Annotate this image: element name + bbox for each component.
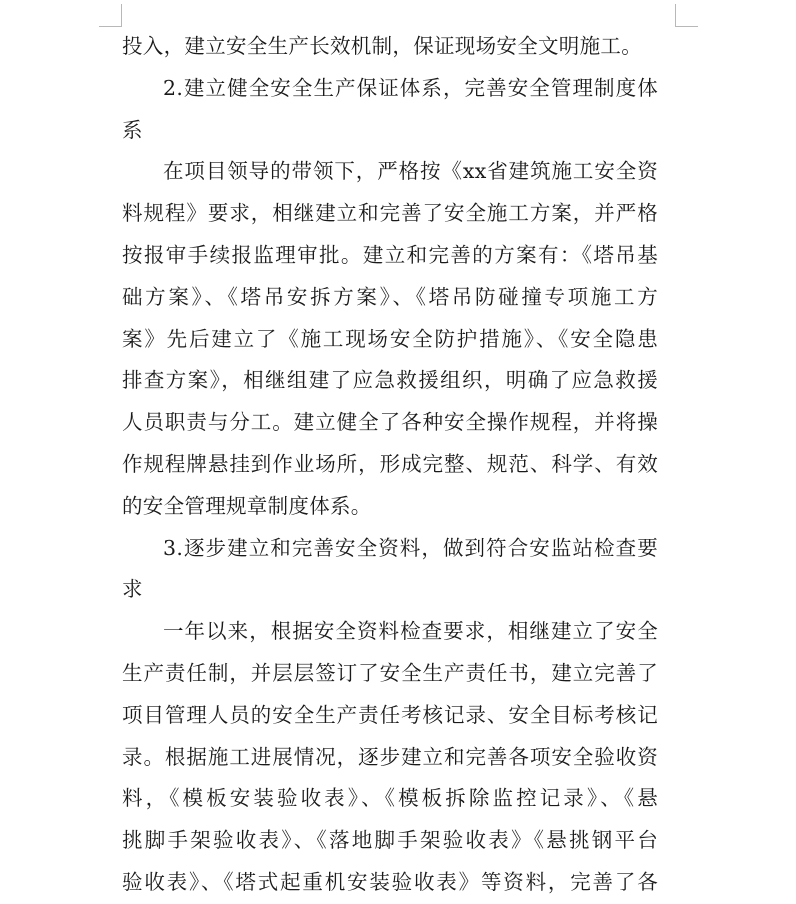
text-line: 在项目领导的带领下，严格按《xx省建筑施工安全资 bbox=[163, 159, 658, 184]
margin-corner-mark-top-right bbox=[675, 4, 698, 27]
text-line: 挑脚手架验收表》、《落地脚手架验收表》《悬挑钢平台 bbox=[122, 828, 658, 853]
text-line: 验收表》、《塔式起重机安装验收表》等资料，完善了各 bbox=[122, 869, 658, 894]
section-heading-line: 求 bbox=[122, 577, 143, 602]
text-line: 按报审手续报监理审批。建立和完善的方案有：《塔吊基 bbox=[122, 242, 658, 267]
text-line: 作规程牌悬挂到作业场所，形成完整、规范、科学、有效 bbox=[122, 451, 658, 476]
section-heading-line: 系 bbox=[122, 117, 143, 142]
body-text bbox=[122, 26, 658, 904]
text-line: 投入，建立安全生产长效机制，保证现场安全文明施工。 bbox=[122, 34, 642, 58]
text-line: 项目管理人员的安全生产责任考核记录、安全目标考核记 bbox=[122, 702, 658, 727]
text-line: 案》先后建立了《施工现场安全防护措施》、《安全隐患 bbox=[122, 326, 658, 351]
text-line: 料规程》要求，相继建立和完善了安全施工方案，并严格 bbox=[122, 201, 658, 226]
text-line: 录。根据施工进展情况，逐步建立和完善各项安全验收资 bbox=[122, 744, 658, 769]
section-heading-line: 2.建立健全安全生产保证体系，完善安全管理制度体 bbox=[163, 75, 658, 100]
text-line: 的安全管理规章制度体系。 bbox=[122, 493, 372, 518]
text-line: 料，《模板安装验收表》、《模板拆除监控记录》、《悬 bbox=[122, 786, 658, 811]
text-line: 排查方案》，相继组建了应急救援组织，明确了应急救援 bbox=[122, 368, 658, 393]
text-line: 生产责任制，并层层签订了安全生产责任书，建立完善了 bbox=[122, 660, 658, 685]
text-line: 础方案》、《塔吊安拆方案》、《塔吊防碰撞专项施工方 bbox=[122, 284, 658, 309]
text-line: 人员职责与分工。建立健全了各种安全操作规程，并将操 bbox=[122, 410, 658, 435]
margin-corner-mark-top-left bbox=[99, 4, 122, 27]
text-line: 一年以来，根据安全资料检查要求，相继建立了安全 bbox=[163, 619, 658, 644]
section-heading-line: 3.逐步建立和完善安全资料，做到符合安监站检查要 bbox=[163, 535, 658, 560]
